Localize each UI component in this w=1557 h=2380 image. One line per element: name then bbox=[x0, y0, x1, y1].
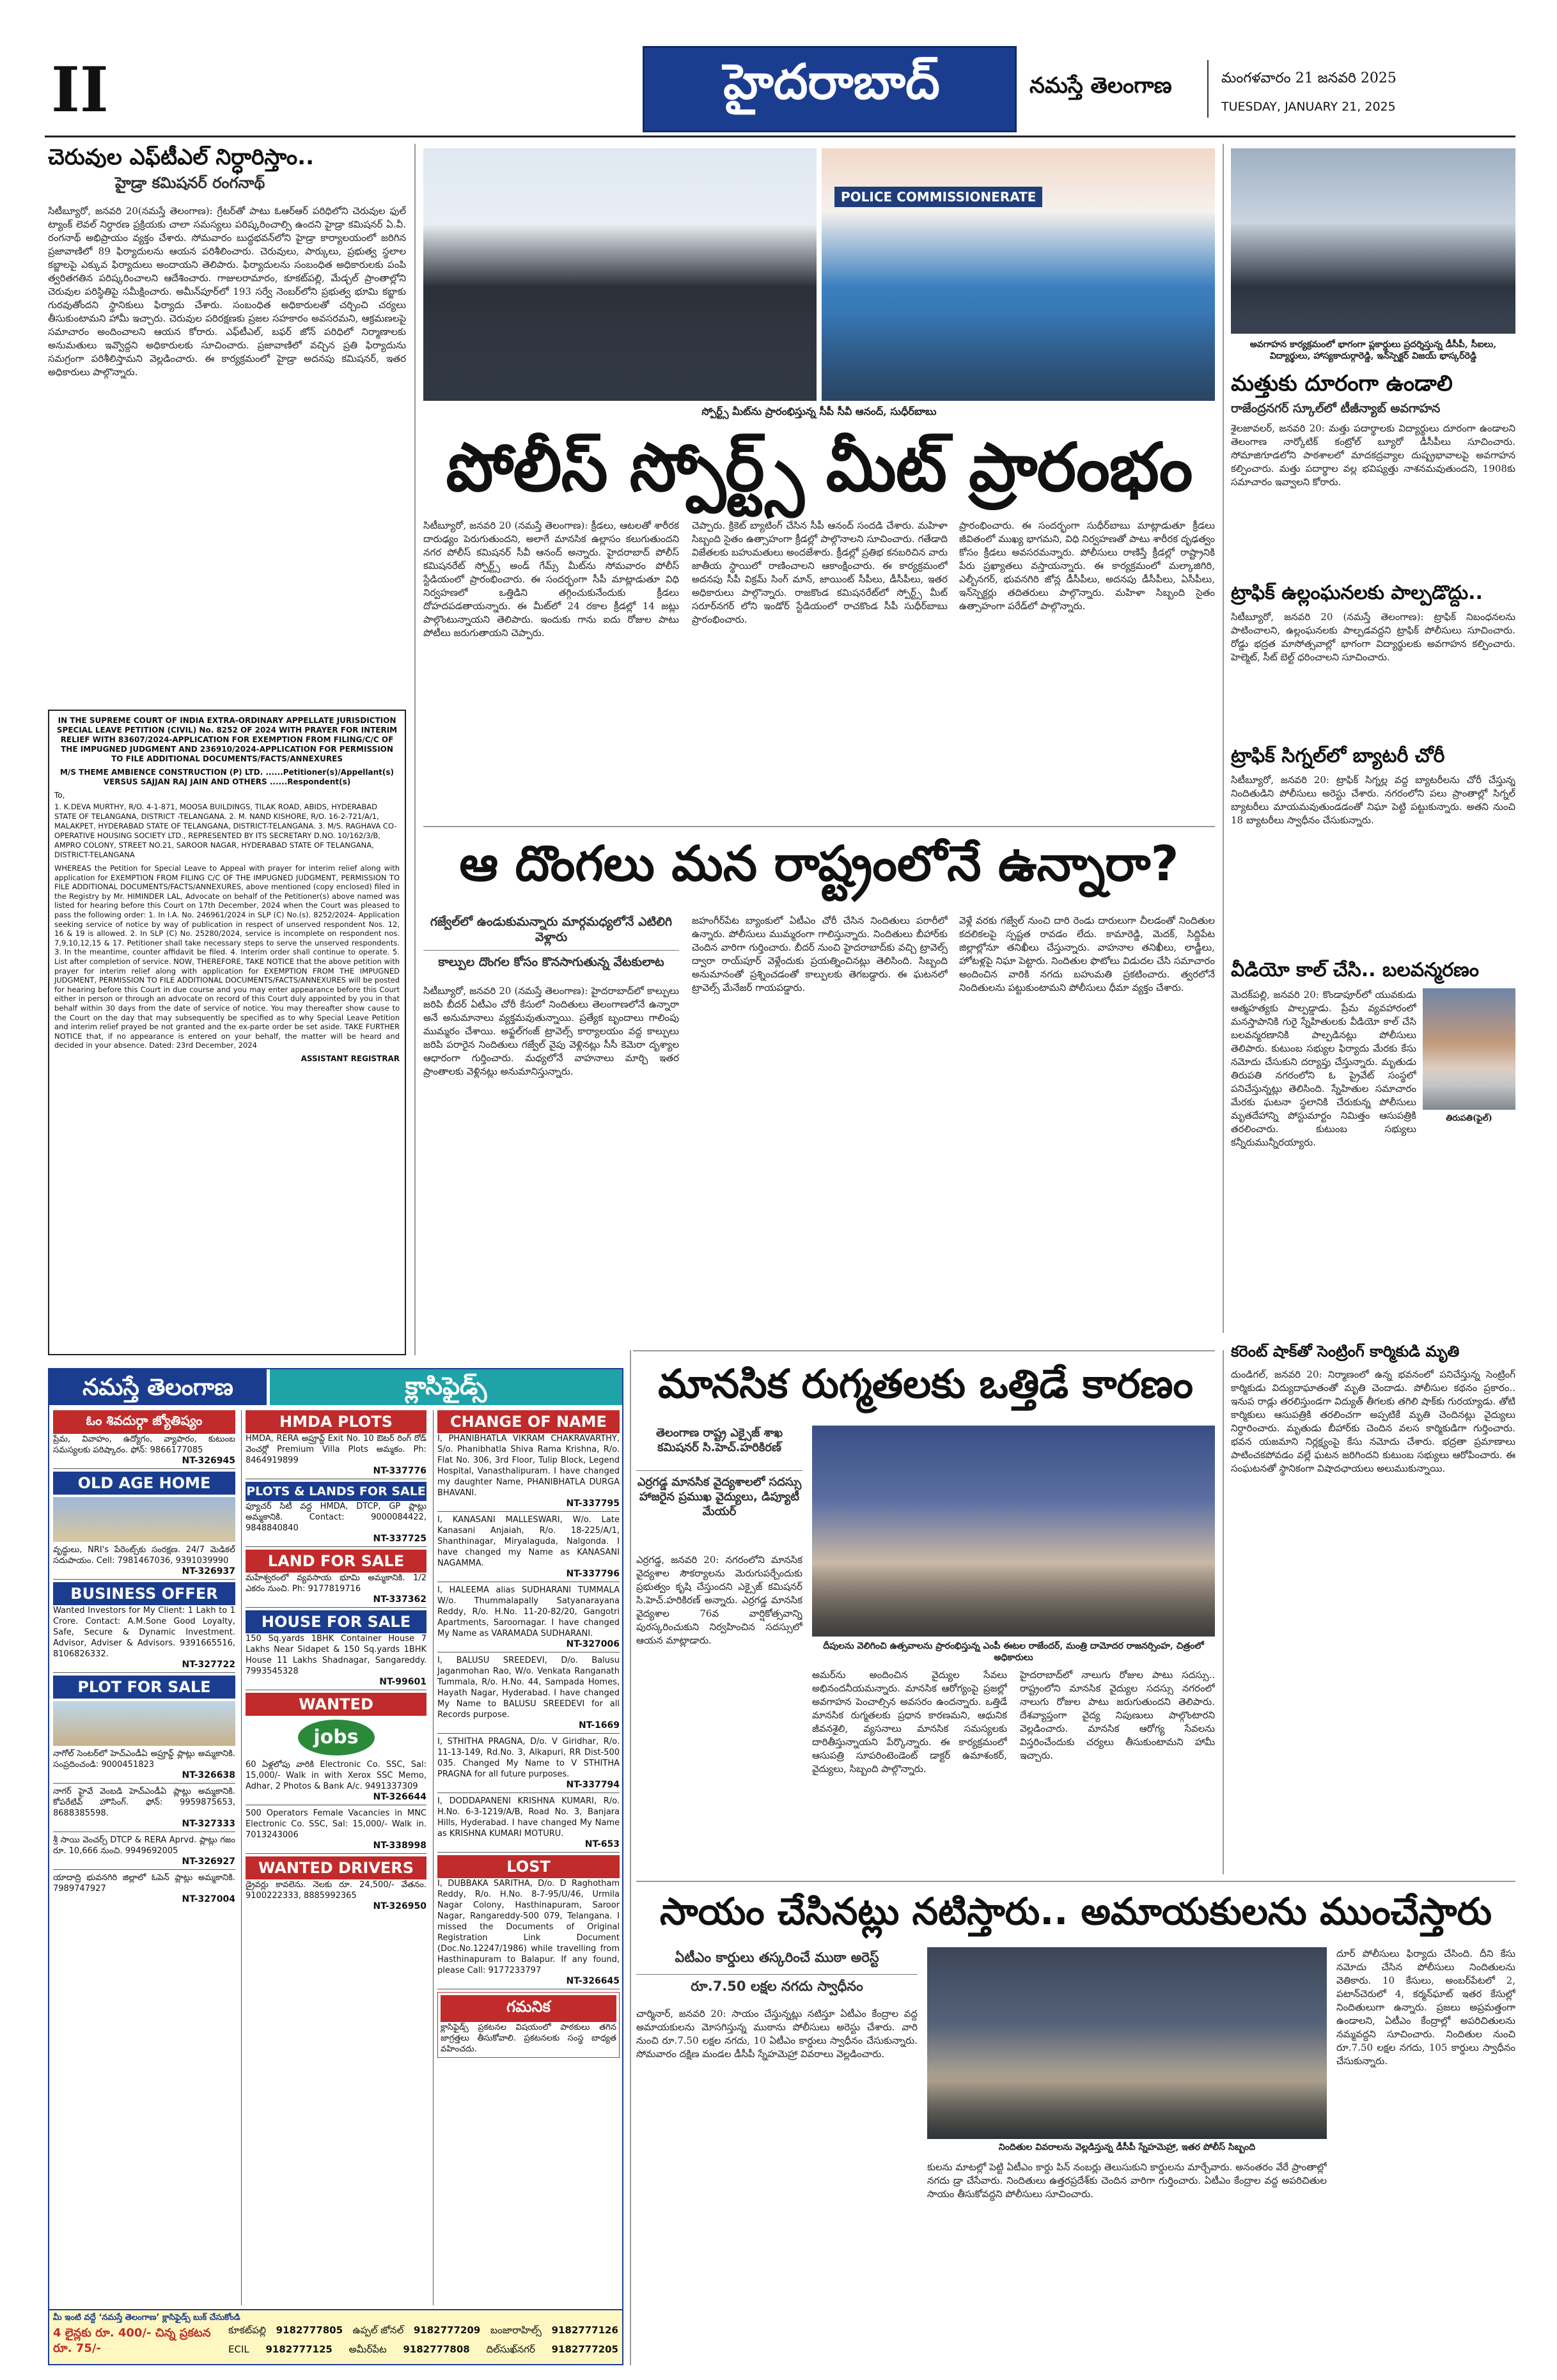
phone-number: 9182777805 bbox=[276, 2324, 343, 2336]
cl-mid-2-code: NT-337362 bbox=[373, 1594, 426, 1605]
cl-sep bbox=[246, 1546, 426, 1547]
cl-left-0-code: NT-326945 bbox=[182, 1456, 235, 1466]
cl-right-6-heading: LOST bbox=[437, 1855, 620, 1878]
phone-number: 9182777205 bbox=[551, 2344, 618, 2355]
cl-mid-0 bbox=[246, 1410, 426, 1476]
phone-label: దిల్‌సుఖ్‌నగర్ bbox=[486, 2344, 535, 2355]
cl-left-0-heading: ఓం శివదుర్గా జ్యోతిష్యం bbox=[53, 1410, 235, 1434]
cl-mid-2 bbox=[246, 1550, 426, 1605]
cl-mid-0-code: NT-337776 bbox=[373, 1466, 426, 1476]
cl-left-3-code: NT-326638 bbox=[182, 1770, 235, 1780]
cl-mid-6-heading: WANTED DRIVERS bbox=[246, 1856, 426, 1879]
drugs-headline: మత్తుకు దూరంగా ఉండాలి bbox=[1231, 371, 1453, 396]
cl-mid-4-code: NT-326644 bbox=[373, 1792, 426, 1802]
legal-respondents: 1. K.DEVA MURTHY, R/O. 4-1-871, MOOSA BUILDINGS, TILAK ROAD, ABIDS, HYDERABAD STATE OF TELANGANA, DISTRICT -TELANGANA. 2. M. NAND KISHORE, R/O. 16-2-721/A/1, MALAKPET, HYDERABAD STATE OF TELANGANA, DISTRICT-TELANGANA. 3. M/S. RAGHAVA CO-OPERATIVE HOUSING SOCIETY LTD., REPRESENTED BY ITS SECRETARY D.NO. 10/162/3/B, AMPRO COLONY, STREET NO.21, SAROOR NAGAR, HYDERABAD STATE OF TELANGANA, DISTRICT-TELANGANA bbox=[54, 802, 397, 859]
cl-right-2-code: NT-327006 bbox=[566, 1639, 620, 1649]
cl-sep bbox=[53, 1672, 235, 1673]
classifieds-rates-footer bbox=[49, 2309, 622, 2364]
cl-left-5-code: NT-326927 bbox=[182, 1856, 235, 1867]
traffic-headline: ట్రాఫిక్ ఉల్లంఘనలకు పాల్పడొద్దు.. bbox=[1231, 582, 1483, 604]
mental-headline: మానసిక రుగ్మతలకు ఒత్తిడే కారణం bbox=[658, 1360, 1193, 1407]
cl-right-0-text: I, PHANIBHATLA VIKRAM CHAKRAVARTHY, S/o. Phanibhatla Shiva Rama Krishna, R/o. Flat No. 306, 3rd Floor, Tulip Block, Legend Hospital, Vanasthalipuram. I have changed my daughter Name, PHANIBHATLA DURGA BHAVANI. bbox=[437, 1434, 620, 1498]
cl-right-3 bbox=[437, 1655, 620, 1731]
cl-left-0 bbox=[53, 1410, 235, 1466]
cl-sep bbox=[246, 1607, 426, 1608]
sports-photo-2 bbox=[822, 148, 1215, 401]
mental-photo bbox=[812, 1426, 1215, 1637]
legal-notice bbox=[48, 710, 406, 1355]
cl-right-1 bbox=[437, 1514, 620, 1579]
cl-mid-6-code: NT-326950 bbox=[373, 1901, 426, 1911]
mental-col-2: అమర్‌ను అందించిన వైద్యుల సేవలు అభినందనీయమన్నారు. మానసిక ఆరోగ్యంపై ప్రజల్లో అవగాహన పెంచాల్సిన అవసరం ఉందన్నారు. ఒత్తిడే మానసిక రుగ్మతలకు ప్రధాన కారణమని, ఆధునిక జీవనశైలి, వ్యసనాలు మానసిక సమస్యలకు దారితీస్తున్నాయని పేర్కొన్నారు. ఈ కార్యక్రమంలో ఆసుపత్రి సూపరింటెండెంట్ డాక్టర్ ఉమాశంకర్, వైద్యులు, సిబ్బంది పాల్గొన్నారు. bbox=[812, 1669, 1007, 1775]
cl-sep bbox=[437, 1733, 620, 1734]
sports-photo-caption: స్పోర్ట్స్ మీట్‌ను ప్రారంభిస్తున్న సీపీ సీవీ ఆనంద్, సుధీర్‌బాబు bbox=[701, 405, 937, 417]
cl-left-3 bbox=[53, 1676, 235, 1780]
phone-row bbox=[228, 2324, 618, 2338]
sports-col-2: చెప్పారు. క్రికెట్ బ్యాటింగ్ చేసిన సీపీ ఆనంద్ సందడి చేశారు. మహిళా సిబ్బంది సైతం ఉత్సాహంగా క్రీడల్లో పాల్గొనాలని సూచించారు. గతేడాది విజేతలకు బహుమతులు అందజేశారు. క్రీడల్లో ప్రతిభ కనబరిచిన వారు జాతీయ స్థాయిలో రాణించాలని ఆకాంక్షించారు. ఈ కార్యక్రమంలో అదనపు సీపీ విక్రమ్ సింగ్ మాన్, జాయింట్ సీపీలు, డీసీపీలు, ఇతర అధికారులు పాల్గొన్నారు. రాజకొండ కమిషనరేట్‌లో స్పోర్ట్స్ మీట్ సరూర్‌నగర్ లోని ఇండోర్ స్టేడియంలో రాచకొండ సీపీ సుధీర్‌బాబు ప్రారంభించారు. bbox=[692, 520, 948, 625]
cl-right-5-code: NT-653 bbox=[584, 1839, 620, 1849]
classifieds-col-middle bbox=[241, 1410, 426, 2305]
thieves-kicker-2: కాల్పుల దొంగల కోసం కొనసాగుతున్న వేటకులాట bbox=[423, 950, 679, 970]
mental-kicker: ఎర్రగడ్డ మానసిక వైద్యశాలలో సదస్సు హాజరైన ప్రముఖ వైద్యులు, డిప్యూటీ మేయర్ bbox=[636, 1470, 802, 1519]
paper-name: నమస్తే తెలంగాణ bbox=[1029, 73, 1172, 98]
sports-col-3: ప్రారంభించారు. ఈ సందర్భంగా సుధీర్‌బాబు మాట్లాడుతూ క్రీడలు జీవితంలో ముఖ్య భాగమని, విధి నిర్వహణతో పాటు శారీరక దృఢత్వం కోసం క్రీడలు అవసరమన్నారు. పోలీసులు రాణిస్తే క్రీడల్లో రాష్ట్రానికి పేరు ప్రఖ్యాతలు వస్తాయన్నారు. ఈ కార్యక్రమంలో మల్కాజిగిరి, ఎల్బీనగర్, భువనగిరి జోన్ల డీసీపీలు, అదనపు డీసీపీలు, ఏసీపీలు, ఇన్‌స్పెక్టర్లు తదితరులు పాల్గొన్నారు. మహిళా సిబ్బంది సైతం ఉత్సాహంగా పరేడ్‌లో పాల్గొన్నారు. bbox=[959, 520, 1215, 612]
person-photo bbox=[1423, 988, 1515, 1110]
cl-right-4 bbox=[437, 1736, 620, 1790]
legal-body: WHEREAS the Petition for Special Leave to Appeal with prayer for interim relief along with application for EXEMPTION FROM FILING C/C OF THE IMPUGNED JUDGMENT, PERMISSION TO FILE ADDITIONAL DOCUMENTS/FACTS/ANNEXURES, above mentioned (copy enclosed) filed in the Registry by Mr. HIMINDER LAL, Advocate on behalf of the Petitioner(s) above named was listed for hearing before this Court on 17th December, 2024 when the Court was pleased to pass the following order: 1. In I.A. No. 246961/2024 in SLP (C) No.(s). 8252/2024- Application seeking service of notice by way of publication in respect of unserved respondent Nos. 12, 16 & 19 is allowed. 2. In SLP (C) No. 25280/2024, service is incomplete on respondent nos. 7,9,10,12,15 & 17. Petitioner shall take necessary steps to serve the unserved respondents. 3. In the meantime, counter affidavit be filed. 4. Interim order shall continue to operate. 5. List after completion of service. NOW, THEREFORE, TAKE NOTICE that the above petition with prayer for interim relief along with application for EXEMPTION FROM THE IMPUGNED JUDGMENT, PERMISSION TO FILE ADDITIONAL DOCUMENTS/FACTS/ANNEXURES will be posted for hearing before this Court in due course and you may enter appearance before this Court either in person or through an advocate on record of this Court duly appointed by you in that behalf within 30 days from the date of service of notice. You may thereafter show cause to the Court on the day that may subsequently be specified as to why Special Leave Petition and interim relief prayed be not granted and the ex-parte order be set aside. TAKE FURTHER NOTICE that, if no appearance is entered on your behalf, the matter will be heard and decided in your absence. Dated: 23rd December, 2024 bbox=[54, 864, 400, 1050]
cheat-col-3: దూర్ పోలీసులు ఫిర్యాదు చేసింది. దీని కేసు నమోదు చేసిన పోలీసులు నిందితులను వెతికారు. 10 కేసులు, అంబర్‌పేటలో 2, పటాన్‌చెరులో 4, కర్మన్‌ఘాట్ ఇతర కేసుల్లో నిందితులుగా ఉన్నారు. ప్రజలు అప్రమత్తంగా ఉండాలని, ఏటీఎం కేంద్రాల్లో అపరిచితులను నమ్మవద్దని సూచించారు. నిందితుల నుంచి రూ.7.50 లక్షల నగదు, 105 కార్డులు స్వాధీనం చేసుకున్నారు. bbox=[1336, 1948, 1515, 2067]
battery-body: సిటీబ్యూరో, జనవరి 20: ట్రాఫిక్ సిగ్నల్ల వద్ద బ్యాటరీలను చోరీ చేస్తున్న నిందితుడిని పోలీసులు అరెస్టు చేశారు. నగరంలోని పలు ప్రాంతాల్లో సిగ్నల్ బ్యాటరీలు మాయమవుతుండడంతో నిఘా పెట్టి పట్టుకున్నారు. అతని నుంచి 18 బ్యాటరీలు స్వాధీనం చేసుకున్నారు. bbox=[1231, 774, 1515, 826]
cl-mid-4-heading: WANTED bbox=[246, 1693, 426, 1716]
drugs-body: శైలజావలర్, జనవరి 20: మత్తు పదార్థాలకు విద్యార్థులు దూరంగా ఉండాలని తెలంగాణ నార్కోటిక్ కంట్రోల్ బ్యూరో డీసీపీలు సూచించారు. సోమాజిగూడలోని పాఠశాలలో మాదకద్రవ్యాల దుష్ప్రభావాలపై అవగాహన కల్పించారు. మత్తు పదార్థాల వల్ల భవిష్యత్తు నాశనమవుతుందని, 1908కు సమాచారం ఇవ్వాలని కోరారు. bbox=[1231, 423, 1515, 488]
cl-left-2-text: Wanted Investors for My Client: 1 Lakh to 1 Crore. Contact: A.M.Sone Good Loyalty, Safe, Secure & Dynamic Investment. Advisor, Adviser & Advisors. 9391665516, 8106826332. bbox=[53, 1606, 235, 1659]
cl-right-6-text: I, DUBBAKA SARITHA, D/o. D Raghotham Reddy, R/o. H.No. 8-7-95/U/46, Urmila Nagar Colony, Hasthinapuram, Saroor Nagar, Rangareddy-500 079, Telangana. I missed the Documents of Original Registration Link Document (Doc.No.12247/1986) while travelling from Hasthinapuram to Balapur. If any found, please Call: 9177233797 bbox=[437, 1879, 620, 1975]
cl-sep bbox=[53, 1783, 235, 1784]
cl-right-2-text: I, HALEEMA alias SUDHARANI TUMMALA W/o. Thummalapally Satyanarayana Reddy, R/o. H.No. 11-20-82/20, Gangotri Apartments, Saroornagar. I have changed My Name as VARAMADA SUDHARANI. bbox=[437, 1585, 620, 1638]
phone-label: ఉప్పల్ జోనల్ bbox=[352, 2324, 404, 2336]
phone-label: కూకట్‌పల్లి bbox=[228, 2324, 267, 2336]
cl-left-4 bbox=[53, 1786, 235, 1829]
cl-sep bbox=[53, 1468, 235, 1469]
old-age-home-photo bbox=[53, 1497, 235, 1542]
cl-right-5 bbox=[437, 1796, 620, 1849]
column-rule bbox=[1223, 1350, 1224, 1874]
cl-left-3-heading: PLOT FOR SALE bbox=[53, 1676, 235, 1699]
cl-left-1-code: NT-326937 bbox=[182, 1566, 235, 1576]
cl-left-3-text: నాగోల్ సెంటర్‌లో హెచ్ఎండీఏ అప్రూవ్డ్ ప్లాట్లు అమ్మకానికి. సంప్రదించండి: 9000451823 bbox=[53, 1749, 235, 1769]
cl-mid-0-text: HMDA, RERA అప్రూవ్డ్ Exit No. 10 ఔటర్ రింగ్ రోడ్ వెంచర్లో Premium Villa Plots అమ్మకం. Ph: 8464919899 bbox=[246, 1434, 426, 1465]
battery-headline: ట్రాఫిక్ సిగ్నల్‌లో బ్యాటరీ చోరీ bbox=[1231, 745, 1445, 767]
thieves-col-1: సిటీబ్యూరో, జనవరి 20 (నమస్తే తెలంగాణ): హైదరాబాద్‌లో కాల్పులు జరిపి బీదర్ ఏటీఎం చోరీ కేసులో నిందితులు తెలంగాణలోనే ఉన్నారా అనే అనుమానాలు వ్యక్తమవుతున్నాయి. ప్రత్యేక బృందాలు గాలింపు ముమ్మరం చేశాయి. అఫ్జల్‌గంజ్ ట్రావెల్స్ కార్యాలయం వద్ద కాల్పులు జరిపి పరారైన నిందితులు గజ్వేల్ వైపు వెళ్లినట్లు సీసీ కెమెరా దృశ్యాల ఆధారంగా గుర్తించారు. మధ్యలోనే వాహనాలు మార్చి ఇతర ప్రాంతాలకు వెళ్లినట్లు అనుమానిస్తున్నారు. bbox=[423, 985, 679, 1077]
classifieds-col-left bbox=[53, 1410, 235, 2305]
cheat-kicker: ఏటీఎం కార్డులు తస్కరించే ముఠా అరెస్ట్ bbox=[675, 1950, 879, 1965]
cl-left-4-code: NT-327333 bbox=[182, 1819, 235, 1829]
story-rule bbox=[633, 1350, 1215, 1351]
cl-mid-3-heading: HOUSE FOR SALE bbox=[246, 1610, 426, 1633]
cl-right-0-code: NT-337795 bbox=[566, 1498, 620, 1509]
traffic-body: సిటీబ్యూరో, జనవరి 20 (నమస్తే తెలంగాణ): ట్రాఫిక్ నిబంధనలను పాటించాలని, ఉల్లంఘనలకు పాల్పడవద్దని ట్రాఫిక్ పోలీసులు సూచించారు. రోడ్డు భద్రత మాసోత్సవాల్లో భాగంగా విద్యార్థులకు అవగాహన కల్పించారు. హెల్మెట్, సీట్ బెల్ట్ ధరించాలని సూచించారు. bbox=[1231, 611, 1515, 663]
cl-mid-3-text: 150 Sq.yards 1BHK Container House 7 Lakhs Near Sidapet & 150 Sq.yards 1BHK House 11 Lakhs Shadnagar, Sangareddy. 7993545328 bbox=[246, 1634, 426, 1676]
cl-left-1 bbox=[53, 1472, 235, 1576]
phone-label: ECIL bbox=[228, 2344, 249, 2355]
cl-sep bbox=[437, 1852, 620, 1853]
cl-sep bbox=[53, 1869, 235, 1870]
cheat-col-1: చార్మినార్, జనవరి 20: సాయం చేస్తున్నట్లు నటిస్తూ ఏటీఎం కేంద్రాల వద్ద అమాయకులను మోసగిస్తున్న ముఠాను పోలీసులు అరెస్టు చేశారు. వారి నుంచి రూ.7.50 లక్షల నగదు, 10 ఏటీఎం కార్డులు స్వాధీనం చేసుకున్నారు. సోమవారం దక్షిణ మండల డీసీపీ స్నేహమెహ్రా వివరాలు వెల్లడించారు. bbox=[636, 2008, 918, 2060]
cl-right-5-text: I, DODDAPANENI KRISHNA KUMARI, R/o. H.No. 6-3-1219/A/B, Road No. 3, Banjara Hills, Hyderabad. I have changed My Name as KRISHNA KUMARI MOTURU. bbox=[437, 1796, 620, 1839]
cl-left-5-text: శ్రీ సాయి వెంచర్స్ DTCP & RERA Aprvd. ప్లాట్లు గజం రూ. 10,666 నుంచి. 9949692005 bbox=[53, 1835, 235, 1856]
cl-left-2 bbox=[53, 1582, 235, 1670]
column-rule bbox=[1223, 144, 1224, 1333]
cl-mid-1-heading: PLOTS & LANDS FOR SALE bbox=[246, 1482, 426, 1501]
date-telugu: మంగళవారం 21 జనవరి 2025 bbox=[1221, 70, 1397, 86]
sports-headline: పోలీస్ స్పోర్ట్స్ మీట్ ప్రారంభం bbox=[446, 428, 1193, 506]
sports-col-1: సిటీబ్యూరో, జనవరి 20 (నమస్తే తెలంగాణ): క్రీడలు, ఆటలతో శారీరక దారుఢ్యం పెరుగుతుందని, అలాగే మానసిక ఉల్లాసం కలుగుతుందని నగర పోలీస్ కమిషనర్ సీవీ ఆనంద్ అన్నారు. హైదరాబాద్ పోలీస్ కమిషనరేట్ స్పోర్ట్స్ అండ్ గేమ్స్ మీట్‌ను సోమవారం పోలీస్ స్టేడియంలో ప్రారంభించారు. ఈ సందర్భంగా సీపీ మాట్లాడుతూ విధి నిర్వహణలో ఒత్తిడిని తగ్గించుకునేందుకు క్రీడలు దోహదపడతాయన్నారు. ఈ మీట్‌లో 24 రకాల క్రీడల్లో 14 జట్లు పాల్గొంటున్నాయని తెలిపారు. ఇందుకు గాను ఐదు రోజుల పాటు పోటీలు జరుగుతాయని చెప్పారు. bbox=[423, 520, 679, 639]
cl-sep bbox=[53, 1579, 235, 1580]
cl-left-0-text: ప్రేమ, వివాహం, ఉద్యోగం, వ్యాపారం, కుటుంబ సమస్యలకు పరిష్కారం. ఫోన్: 9866177085 bbox=[53, 1435, 235, 1455]
cheat-kicker-2: రూ.7.50 లక్షల నగదు స్వాధీనం bbox=[636, 1974, 918, 1998]
cl-mid-5 bbox=[246, 1808, 426, 1851]
cl-right-6 bbox=[437, 1855, 620, 1986]
masthead-divider bbox=[1207, 60, 1209, 118]
classifieds bbox=[48, 1368, 623, 2365]
cl-sep bbox=[437, 1652, 620, 1653]
person-photo-caption: తిరుపతి(ఫైల్) bbox=[1446, 1114, 1492, 1123]
cheat-photo bbox=[927, 1947, 1327, 2139]
drug-awareness-caption: అవగాహన కార్యక్రమంలో భాగంగా ప్లకార్డులు ప్రదర్శిస్తున్న డీసీపీ, సీఐలు, విద్యార్థులు, హాస్యకాదుర్గారెడ్డి, ఇన్‌స్పెక్టర్ విజయ్ భాస్కర్‌రెడ్డి bbox=[1249, 339, 1497, 361]
classifieds-brand: నమస్తే తెలంగాణ bbox=[49, 1369, 267, 1405]
thieves-col-2: జహంగీర్‌పేట బ్యాంకులో ఏటీఎం చోరీ చేసిన నిందితులు పరారీలో ఉన్నారు. పోలీసులు ముమ్మరంగా గాలిస్తున్నారు. నిందితులు బీహార్‌కు చెందిన వారిగా గుర్తించారు. బీదర్ నుంచి హైదరాబాద్‌కు వచ్చి ట్రావెల్స్ ద్వారా రాయ్‌పూర్ వెళ్లేందుకు ప్రయత్నించినట్లు తెలిసింది. సిబ్బంది అనుమానంతో ప్రశ్నించడంతో కాల్పులకు తెగబడ్డారు. ఈ ఘటనలో ట్రావెల్స్ మేనేజర్ గాయపడ్డారు. bbox=[692, 915, 948, 993]
cl-right-2 bbox=[437, 1585, 620, 1649]
story-rule bbox=[636, 1881, 1515, 1882]
cl-left-6-code: NT-327004 bbox=[182, 1894, 235, 1904]
cl-mid-3 bbox=[246, 1610, 426, 1687]
cheat-headline: సాయం చేసినట్లు నటిస్తారు.. అమాయకులను ముంచేస్తారు bbox=[659, 1890, 1492, 1933]
cl-right-1-code: NT-337796 bbox=[566, 1569, 620, 1579]
cl-right-0-heading: CHANGE OF NAME bbox=[437, 1410, 620, 1433]
cl-left-2-heading: BUSINESS OFFER bbox=[53, 1582, 235, 1605]
cl-mid-3-code: NT-99601 bbox=[379, 1677, 426, 1687]
thieves-col-3: వెళ్లే వరకు గజ్వేల్ నుంచి దారి రెండు దారులుగా చీలడంతో నిందితుల కదలికలపై స్పష్టత రావడం లేదు. కామారెడ్డి, మెదక్, సిద్దిపేట జిల్లాల్లోనూ తనిఖీలు చేస్తున్నారు. వాహనాల తనిఖీలు, లాడ్జీలు, హోటళ్లపై నిఘా పెట్టారు. నిందితుల ఫొటోలు విడుదల చేసి సమాచారం అందించిన వారికి నగదు బహుమతి ప్రకటించారు. త్వరలోనే నిందితులను పట్టుకుంటామని పోలీసులు ధీమా వ్యక్తం చేశారు. bbox=[959, 915, 1215, 993]
jobs-logo: jobs bbox=[298, 1720, 375, 1755]
page-number: II bbox=[51, 54, 109, 126]
cl-mid-2-text: మహేశ్వరంలో వ్యవసాయ భూమి అమ్మకానికి. 1/2 ఎకరం నుంచి. Ph: 9177819716 bbox=[246, 1573, 426, 1594]
drug-awareness-photo bbox=[1231, 148, 1515, 334]
cl-mid-5-text: 500 Operators Female Vacancies in MNC Electronic Co. SSC, Sal: 15,000/- Walk in. 7013243006 bbox=[246, 1808, 426, 1840]
cl-mid-0-heading: HMDA PLOTS bbox=[246, 1410, 426, 1433]
story-rule bbox=[423, 826, 1215, 827]
cl-right-4-code: NT-337794 bbox=[566, 1780, 620, 1790]
section-title-box bbox=[643, 46, 1017, 132]
rates-phones bbox=[228, 2324, 618, 2358]
column-rule bbox=[414, 144, 416, 1355]
thieves-kicker: గజ్వేల్‌లో ఉండుకుమన్నారు మార్గమధ్యలోనే ఎటిలిగి వెళ్లారు bbox=[430, 915, 673, 944]
lakes-body: సిటీబ్యూరో, జనవరి 20(నమస్తే తెలంగాణ): గ్రేటర్‌తో పాటు ఓఆర్‌ఆర్ పరిధిలోని చెరువుల ఫుల్ ట్యాంక్ లెవల్ నిర్ధారణ ప్రక్రియకు చాలా సమస్యలు పరిష్కరించాల్సి ఉందని హైడ్రా కమిషనర్ ఏ.వీ. రంగనాథ్ అభిప్రాయం వ్యక్తం చేశారు. సోమవారం బుద్ధభవన్‌లోని హైడ్రా కార్యాలయంలో జరిగిన ప్రజావాణిలో 89 ఫిర్యాదులను ఆయన పరిశీలించారు. చెరువులు, పార్కులు, ప్రభుత్వ స్థలాల కబ్జాలపై ఎక్కువ ఫిర్యాదులు అందాయని తెలిపారు. ఫిర్యాదులను సంబంధిత అధికారులకు పంపి త్వరితగతిన పరిష్కరించాలని ఆదేశించారు. గాజులరామారం, కూకట్‌పల్లి, మేడ్చల్ ప్రాంతాల్లోని చెరువుల పరిస్థితిపై సమీక్షించారు. అమీన్‌పూర్‌లో 193 సర్వే నెంబర్‌లోని ప్రభుత్వ భూమి కబ్జాకు గురవుతోందని స్థానికులు ఫిర్యాదు చేశారు. సంబంధిత అధికారులతో చర్చించి చర్యలు తీసుకుంటామని హామీ ఇచ్చారు. చెరువుల పరిరక్షణకు ప్రజల సహకారం అవసరమని, ఆక్రమణలపై సమాచారం అందించాలని ఆయన కోరారు. ఎఫ్‌టీఎల్, బఫర్ జోన్ పరిధిలో నిర్మాణాలకు అనుమతులు ఇవ్వొద్దని అధికారులకు సూచించారు. ప్రజావాణిలో వచ్చిన ప్రతి ఫిర్యాదును సమగ్రంగా పరిశీలిస్తామని వెల్లడించారు. ఈ కార్యక్రమంలో హైడ్రా అదనపు కమిషనర్, ఇతర అధికారులు పాల్గొన్నారు. bbox=[48, 205, 406, 378]
cl-mid-6 bbox=[246, 1856, 426, 1911]
lakes-byline: హైడ్రా కమిషనర్ రంగనాథ్ bbox=[115, 174, 265, 192]
phone-number: 9182777209 bbox=[413, 2324, 481, 2336]
phone-label: బంజారాహిల్స్ bbox=[490, 2324, 542, 2336]
electric-body: దుండిగల్, జనవరి 20: నిర్మాణంలో ఉన్న భవనంలో పనిచేస్తున్న సెంట్రింగ్ కార్మికుడు విద్యుదాఘాతంతో మృతి చెందాడు. పోలీసుల కథనం ప్రకారం.. ఇనుప రాడ్లు తరలిస్తుండగా విద్యుత్ తీగలకు తగిలి షాక్‌కు గురయ్యాడు. తోటి కార్మికులు ఆసుపత్రికి తరలించగా అప్పటికే మృతి చెందినట్లు వైద్యులు నిర్ధారించారు. మృతుడు బీహార్‌కు చెందిన వలస కార్మికుడిగా గుర్తించారు. భవన యజమాని నిర్లక్ష్యంపై కేసు నమోదు చేశారు. భద్రతా ప్రమాణాలు పాటించకపోవడం వల్లే ఘటన జరిగిందని కుటుంబ సభ్యులు ఆరోపించారు. ఈ సంఘటనతో స్థానికంగా విషాదఛాయలు అలుముకున్నాయి. bbox=[1231, 1369, 1515, 1474]
videocall-headline: వీడియో కాల్ చేసి.. బలవన్మరణం bbox=[1231, 959, 1479, 981]
cl-mid-1-code: NT-337725 bbox=[373, 1534, 426, 1544]
cl-mid-6-text: డ్రైవర్లు కావలెను. నెలకు రూ. 24,500/- వేతనం. 9100222333, 8885992365 bbox=[246, 1880, 426, 1901]
cl-mid-5-code: NT-338998 bbox=[373, 1840, 426, 1851]
legal-signoff: ASSISTANT REGISTRAR bbox=[301, 1054, 400, 1063]
phone-row bbox=[228, 2344, 618, 2358]
classifieds-col-right bbox=[433, 1410, 620, 2305]
cl-right-4-text: I, STHITHA PRAGNA, D/o. V Giridhar, R/o. 11-13-149, Rd.No. 3, Alkapuri, RR Dist-500 035. Changed My Name to V STHITHA PRAGNA for all future purposes. bbox=[437, 1737, 620, 1779]
cl-right-7-text: క్లాసిఫైడ్స్ ప్రకటనల విషయంలో పాఠకులు తగిన జాగ్రత్తలు తీసుకోవాలి. ప్రకటనలకు సంస్థ బాధ్యత వహించదు. bbox=[441, 2023, 616, 2054]
electric-headline: కరెంట్ షాక్‌తో సెంట్రింగ్ కార్మికుడి మృతి bbox=[1231, 1342, 1460, 1360]
cl-left-1-text: వృద్ధులు, NRI's పేరెంట్స్‌కు సంరక్షణ. 24/7 మెడికల్ సదుపాయం. Cell: 7981467036, 9391039990 bbox=[53, 1545, 235, 1566]
phone-number: 9182777808 bbox=[403, 2344, 470, 2355]
classifieds-title-box bbox=[270, 1369, 622, 1405]
thieves-headline: ఆ దొంగలు మన రాష్ట్రంలోనే ఉన్నారా? bbox=[459, 835, 1179, 892]
cl-right-3-code: NT-1669 bbox=[579, 1720, 620, 1731]
classifieds-title: క్లాసిఫైడ్స్ bbox=[405, 1372, 487, 1400]
cl-mid-2-heading: LAND FOR SALE bbox=[246, 1550, 426, 1573]
drugs-kicker: రాజేంద్రనగర్ స్కూల్‌లో టీజీన్యాబ్ అవగాహన bbox=[1231, 401, 1441, 416]
cl-mid-4-text: 60 ఏళ్లలోపు వారికి Electronic Co. SSC, Sal: 15,000/- Walk in with Xerox SSC Memo, Adhar, 2 Photos & Bank A/c. 9491337309 bbox=[246, 1760, 426, 1791]
cl-right-7-heading: గమనిక bbox=[441, 1995, 616, 2022]
phone-number: 9182777125 bbox=[265, 2344, 333, 2355]
phone-number: 9182777126 bbox=[551, 2324, 618, 2336]
plot-photo bbox=[53, 1701, 235, 1746]
mental-col-1: ఎర్రగడ్డ, జనవరి 20: నగరంలోని మానసిక వైద్యశాల సౌకర్యాలను మెరుగుపర్చేందుకు ప్రభుత్వం కృషి చేస్తుందని ఎక్సైజ్ కమిషనర్ సి.హెచ్.హరికిరణ్ అన్నారు. ఎర్రగడ్డ మానసిక వైద్యశాల 76వ వార్షికోత్సవాన్ని పురస్కరించుకుని నిర్వహించిన సదస్సులో ఆయన మాట్లాడారు. bbox=[636, 1554, 802, 1646]
cl-left-6 bbox=[53, 1872, 235, 1904]
videocall-body: మెదక్‌పల్లి, జనవరి 20: కొండాపూర్‌లో యువకుడు ఆత్మహత్యకు పాల్పడ్డాడు. ప్రేమ వ్యవహారంలో మనస్తాపానికి గురై స్నేహితులకు వీడియో కాల్ చేసి బలవన్మరణానికి పాల్పడినట్లు పోలీసులు తెలిపారు. కుటుంబ సభ్యుల ఫిర్యాదు మేరకు కేసు నమోదు చేసుకుని దర్యాప్తు చేస్తున్నారు. మృతుడు తిరుపతి నగరంలోని ఓ ప్రైవేట్ సంస్థలో పనిచేస్తున్నట్లు తెలిసింది. స్నేహితుల సమాచారం మేరకు ఘటనా స్థలానికి చేరుకున్న పోలీసులు మృతదేహాన్ని పోస్టుమార్టం నిమిత్తం ఆసుపత్రికి తరలించారు. కుటుంబ సభ్యులు కన్నీరుమున్నీరయ్యారు. bbox=[1231, 989, 1416, 1148]
cl-left-6-text: యాదాద్రి భువనగిరి జిల్లాలో ఓపెన్ ప్లాట్లు అమ్మకానికి. 7989747927 bbox=[53, 1873, 235, 1894]
section-title: హైదరాబాద్ bbox=[723, 53, 940, 110]
sports-photo-1 bbox=[423, 148, 817, 401]
legal-parties: M/S THEME AMBIENCE CONSTRUCTION (P) LTD. ......Petitioner(s)/Appellant(s) VERSUS SAJJAN RAJ JAIN AND OTHERS ......Respondent(s) bbox=[59, 768, 395, 786]
cl-right-6-code: NT-326645 bbox=[566, 1976, 620, 1986]
mental-photo-caption: దీపులను వెలిగించి ఉత్సవాలను ప్రారంభిస్తున్న ఎంపీ ఈటల రాజేందర్, మంత్రి దామోదర రాజనర్సింహ, చిత్రంలో అధికారులు bbox=[823, 1641, 1204, 1663]
cl-right-1-text: I, KANASANI MALLESWARI, W/o. Late Kanasani Anjaiah, R/o. 18-225/A/1, Shanthinagar, Miryalaguda, Nalgonda. I have changed my Name as KANASANI NAGAMMA. bbox=[437, 1515, 620, 1568]
commissionerate-banner: POLICE COMMISSIONERATE bbox=[834, 187, 1042, 207]
cl-right-7 bbox=[437, 1992, 620, 2058]
masthead bbox=[45, 41, 1515, 137]
rates-text: 4 లైన్లకు రూ. 400/- చిన్న ప్రకటన రూ. 75/- bbox=[53, 2326, 211, 2355]
cl-sep bbox=[437, 1511, 620, 1512]
cl-mid-1 bbox=[246, 1482, 426, 1544]
cl-mid-4 bbox=[246, 1693, 426, 1802]
cl-left-4-text: నాగర్ హైవే వెంబడి హెచ్ఎండీఏ ప్లాట్లు అమ్మకానికి. కోపరేటివ్ హౌసింగ్. ఫోన్: 9959875653, 8688385598. bbox=[53, 1787, 235, 1818]
column-rule bbox=[630, 1350, 631, 2365]
cheat-photo-caption: నిందితుల వివరాలను వెల్లడిస్తున్న డీసీపీ స్నేహమెహ్రా, ఇతర పోలీస్ సిబ్బంది bbox=[998, 2142, 1256, 2152]
cl-left-1-heading: OLD AGE HOME bbox=[53, 1472, 235, 1495]
rates-banner: మీ ఇంటి వద్దే ‘నమస్తే తెలంగాణ’ క్లాసిఫైడ్స్ బుక్ చేసుకోండి bbox=[53, 2313, 240, 2322]
legal-to: To, bbox=[54, 791, 65, 800]
mental-col-3: హైదరాబాద్‌లో నాలుగు రోజుల పాటు సదస్సు.. రాష్ట్రంలోని మానసిక వైద్యుల సదస్సు నగరంలో నాలుగు రోజుల పాటు జరుగుతుందని తెలిపారు. దేశవ్యాప్తంగా వైద్య నిపుణులు పాల్గొంటారని వెల్లడించారు. మానసిక ఆరోగ్య సేవలను విస్తరించేందుకు చర్యలు తీసుకుంటామని హామీ ఇచ్చారు. bbox=[1020, 1669, 1215, 1761]
cl-right-0 bbox=[437, 1410, 620, 1509]
cl-sep bbox=[246, 1853, 426, 1854]
legal-title: IN THE SUPREME COURT OF INDIA EXTRA-ORDINARY APPELLATE JURISDICTION SPECIAL LEAVE PETITION (CIVIL) No. 8252 OF 2024 WITH PRAYER FOR INTERIM RELIEF WITH 83607/2024-APPLICATION FOR EXEMPTION FROM FILING/C/C OF THE IMPUGNED JUDGMENT AND 236910/2024-APPLICATION FOR PERMISSION TO FILE ADDITIONAL DOCUMENTS/FACTS/ANNEXURES bbox=[56, 716, 398, 763]
cl-left-2-code: NT-327722 bbox=[182, 1660, 235, 1670]
cl-left-5 bbox=[53, 1835, 235, 1867]
lakes-headline: చెరువుల ఎఫ్‌టీఎల్ నిర్ధారిస్తాం.. bbox=[48, 144, 314, 170]
phone-label: అమీర్‌పేట bbox=[348, 2344, 387, 2355]
masthead-rule bbox=[45, 136, 1515, 137]
cl-mid-1-text: ఫ్యూచర్ సిటీ వద్ద HMDA, DTCP, GP ప్లాట్లు అమ్మకానికి. Contact: 9000084422, 9848840840 bbox=[246, 1502, 426, 1533]
mental-speaker: తెలంగాణ రాష్ట్ర ఎక్సైజ్ శాఖ కమిషనర్ సి.హెచ్.హరికిరణ్ bbox=[655, 1426, 783, 1454]
cl-right-3-text: I, BALUSU SREEDEVI, D/o. Balusu Jaganmohan Rao, W/o. Venkata Ranganath Tummala, R/o. H.No. 44, Sampada Homes, Hayath Nagar, Hyderabad. I have changed My Name to BALUSU SREEDEVI for all Records purpose. bbox=[437, 1656, 620, 1720]
date-english: TUESDAY, JANUARY 21, 2025 bbox=[1221, 100, 1396, 114]
cheat-col-2: కులను మాటల్లో పెట్టి ఏటీఎం కార్డు పిన్ నంబర్లు తెలుసుకుని కార్డులను మార్చేవారు. అనంతరం వేరే ప్రాంతాల్లో నగదు డ్రా చేసేవారు. నిందితులు ఉత్తరప్రదేశ్‌కు చెందిన వారిగా గుర్తించారు. ఏటీఎం కేంద్రాల వద్ద అపరిచితుల సాయం తీసుకోవద్దని పోలీసులు సూచించారు. bbox=[927, 2161, 1327, 2200]
